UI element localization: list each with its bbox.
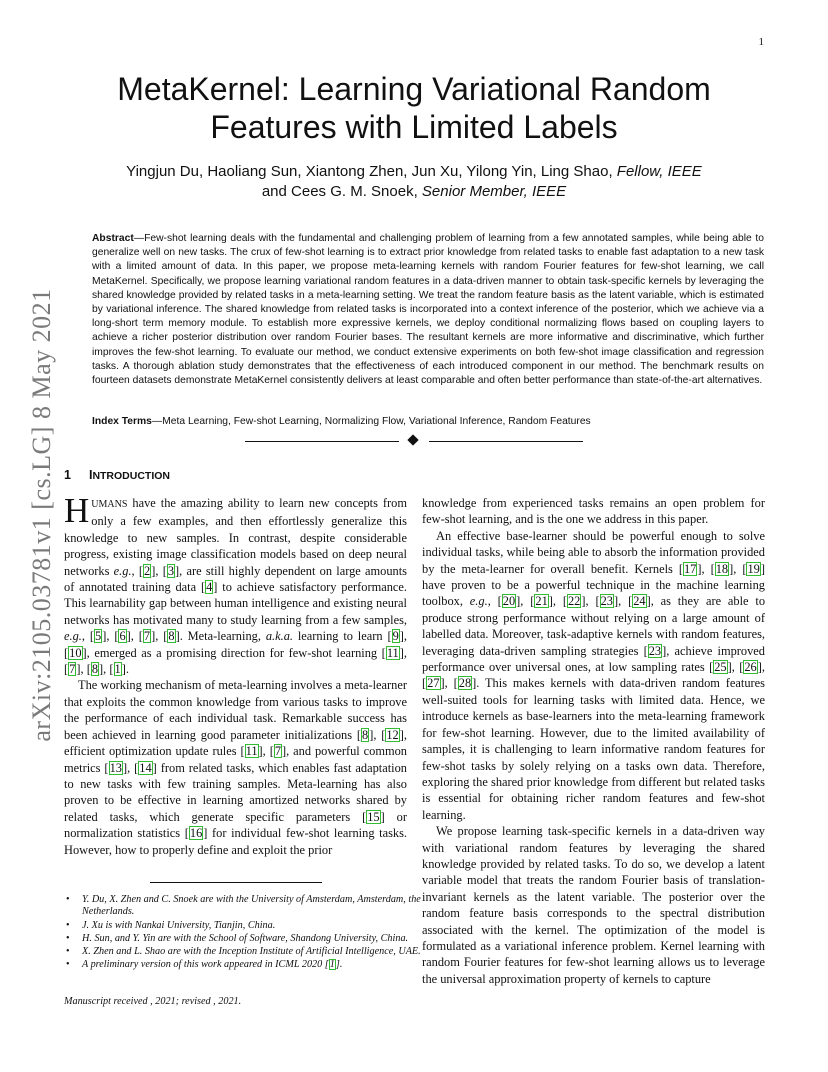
footnote-item: • A preliminary version of this work appeared in ICML 2020 [1]. bbox=[82, 959, 425, 971]
citation-link[interactable]: 12 bbox=[386, 727, 399, 742]
citation-link[interactable]: 7 bbox=[69, 662, 76, 677]
intro-right-paragraph-2 bbox=[422, 528, 765, 823]
author-role-2: Senior Member, IEEE bbox=[421, 183, 567, 200]
divider-line-right bbox=[429, 441, 583, 442]
citation-link[interactable]: 21 bbox=[535, 594, 548, 609]
index-terms-text: —Meta Learning, Few-shot Learning, Normalizing Flow, Variational Inference, Random Features bbox=[151, 416, 591, 427]
smallcaps-start: UMANS bbox=[91, 499, 128, 510]
citation-link[interactable]: 25 bbox=[714, 660, 727, 675]
citation-link[interactable]: 5 bbox=[95, 629, 102, 644]
arxiv-side-stamp bbox=[22, 290, 62, 740]
intro-right-column bbox=[422, 495, 765, 987]
citation-link[interactable]: 27 bbox=[427, 676, 440, 691]
abstract bbox=[92, 232, 764, 388]
manuscript-note: Manuscript received , 2021; revised , 2021. bbox=[64, 996, 242, 1007]
intro-p1-d: learning to learn [9], [10], emerged as a promising direction for few-shot learning [11], [7], [8], [1]. bbox=[64, 629, 408, 677]
author-names-2: and Cees G. M. Snoek, bbox=[261, 183, 418, 200]
intro-p1-b: , [2], [3], are still highly dependent on large amounts of annotated training data [4] to achieve satisfactory performance. This learnability gap between human intelligence and existing neural networks has motivated many to study learning from a few samples, bbox=[64, 563, 408, 627]
intro-left-column bbox=[64, 491, 408, 858]
citation-link[interactable]: 7 bbox=[143, 629, 151, 644]
citation-link[interactable]: 19 bbox=[747, 561, 760, 576]
intro-paragraph-2: The working mechanism of meta-learning involves a meta-learner that exploits the common knowledge from various tasks to improve the performance of each individual task. Remarkable success has been achieved in learning good parameter initializations [8], [12], efficient optimization update rules [11], [7], and powerful common metrics [13], [14] from related tasks, which enables fast adaptation to new tasks with few training samples. Meta-learning has also proven to be effective in learning amortized networks shared by related tasks, which generate specific parameters [15] or normalization statistics [16] for individual few-shot learning tasks. However, how to properly define and exploit the prior bbox=[64, 678, 408, 857]
citation-link[interactable]: 18 bbox=[715, 561, 729, 576]
intro-p1-c: , [5], [6], [7], [8]. Meta-learning, bbox=[81, 629, 266, 644]
section-heading bbox=[64, 468, 170, 482]
intro-p1-eg: e.g. bbox=[113, 563, 132, 578]
citation-link[interactable]: 8 bbox=[91, 662, 99, 677]
section-divider bbox=[240, 434, 588, 448]
section-number: 1 bbox=[64, 468, 71, 482]
footnote-item: • X. Zhen and L. Shao are with the Inception Institute of Artificial Intelligence, UAE. bbox=[82, 946, 425, 958]
citation-link[interactable]: 11 bbox=[386, 645, 399, 660]
abstract-label: Abstract bbox=[92, 233, 134, 244]
intro-p1-aka: a.k.a. bbox=[265, 629, 293, 644]
author-line-2 bbox=[100, 182, 728, 202]
footnote-item: • Y. Du, X. Zhen and C. Snoek are with the University of Amsterdam, Amsterdam, the Netherlands. bbox=[82, 894, 425, 919]
citation-link[interactable]: 23 bbox=[600, 594, 613, 609]
footnote-item: • H. Sun, and Y. Yin are with the School of Software, Shandong University, China. bbox=[82, 933, 425, 945]
index-terms-label: Index Terms bbox=[92, 416, 152, 427]
footnote-rule bbox=[150, 882, 322, 883]
citation-link[interactable]: 3 bbox=[167, 563, 175, 578]
diamond-icon bbox=[407, 434, 418, 445]
abstract-text: —Few-shot learning deals with the fundamental and challenging problem of learning from a few annotated samples, while being able to generalize well on new tasks. The crux of few-shot learning is to extract prior knowledge from related tasks to enable fast adaptation to a new task with a limited amount of data. In this paper, we propose meta-learning kernels with random Fourier features for few-shot learning, we call MetaKernel. Specifically, we propose learning variational random features in a data-driven manner to obtain task-specific kernels by leveraging the shared knowledge provided by related tasks in a meta-learning setting. We treat the random feature basis as the latent variable, which is estimated by variational inference. The shared knowledge from related tasks is incorporated into a context inference of the posterior, which we achieve via a long-short term memory module. To establish more expressive kernels, we deploy conditional normalizing flows based on coupling layers to achieve a richer posterior distribution over random Fourier bases. The resultant kernels are more informative and discriminative, which further improves the few-shot learning. To evaluate our method, we conduct extensive experiments on both few-shot image classification and regression tasks. A thorough ablation study demonstrates that the effectiveness of each introduced component in our method. The benchmark results on fourteen datasets demonstrate MetaKernel consistently delivers at least comparable and often better performance than state-of-the-art alternatives. bbox=[92, 233, 764, 387]
citation-link[interactable]: 16 bbox=[189, 826, 203, 841]
citation-link[interactable]: 28 bbox=[458, 676, 472, 691]
citation-link[interactable]: 1 bbox=[114, 662, 121, 677]
citation-link[interactable]: 15 bbox=[367, 809, 380, 824]
paper-title: MetaKernel: Learning Variational Random Features with Limited Labels bbox=[117, 71, 711, 145]
citation-link[interactable]: 6 bbox=[119, 629, 126, 644]
intro-right-paragraph-1: knowledge from experienced tasks remains an open problem for few-shot learning, and is the one we address in this paper. bbox=[422, 496, 765, 527]
author-role-1: Fellow, IEEE bbox=[616, 163, 702, 180]
page-number: 1 bbox=[758, 36, 764, 48]
citation-link[interactable]: 8 bbox=[168, 629, 175, 644]
intro-right-p2-b: , [20], [21], [22], [23], [24], as they are able to produce strong performance without relying on a large amount of labelled data. Moreover, task-adaptive kernels with random features, leveraging data-driven sampling strategies [23], achieve improved performance over universal ones, at low sampling rates [25], [26], [27], [28]. This makes kernels with data-driven random features well-suited tools for learning tasks with limited data. Hence, we introduce kernels as base-learners into the meta-learning framework for few-shot learning. However, due to the limited availability of samples, it is challenging to learn informative random features for few-shot tasks by solely relying on a tasks own data. Therefore, exploring the shared prior knowledge from different but related tasks is essential for obtaining richer random features and few-shot learning. bbox=[422, 594, 766, 822]
citation-link[interactable]: 22 bbox=[567, 594, 581, 609]
citation-link[interactable]: 2 bbox=[144, 563, 151, 578]
footnotes bbox=[64, 894, 425, 973]
section-title-rest: NTRODUCTION bbox=[92, 470, 171, 482]
intro-paragraph-1 bbox=[64, 491, 408, 677]
intro-right-paragraph-3: We propose learning task-specific kernels in a data-driven way with variational random features by leveraging the shared knowledge provided by related tasks. To do so, we develop a latent variable model that treats the random Fourier basis of translation-invariant kernels as the latent variable. The posterior over the random feature basis corresponds to the spectral distribution associated with the kernel. The optimization of the model is formulated as a variational inference problem. Kernel learning with random Fourier features for few-shot learning allows us to leverage the universal approximation property of kernels to capture bbox=[422, 824, 765, 986]
intro-right-p2-a: An effective base-learner should be powerful enough to solve individual tasks, while being able to absorb the information provided by the meta-learner for overall benefit. Kernels [17], [18], [19] have proven to be a powerful technique in the machine learning toolbox, bbox=[422, 528, 765, 609]
section-title-cap: I bbox=[88, 468, 93, 482]
citation-link[interactable]: 24 bbox=[633, 594, 646, 609]
author-block bbox=[100, 162, 728, 202]
divider-line-left bbox=[245, 441, 399, 442]
citation-link[interactable]: 17 bbox=[683, 561, 697, 576]
footnote-item: • J. Xu is with Nankai University, Tianjin, China. bbox=[82, 920, 425, 932]
author-names-1: Yingjun Du, Haoliang Sun, Xiantong Zhen, Jun Xu, Yilong Yin, Ling Shao, bbox=[126, 163, 613, 180]
citation-link[interactable]: 7 bbox=[274, 744, 282, 759]
citation-link[interactable]: 13 bbox=[109, 760, 122, 775]
author-line-1 bbox=[100, 162, 728, 182]
citation-link[interactable]: 9 bbox=[392, 629, 399, 644]
intro-right-p2-eg: e.g. bbox=[469, 594, 488, 609]
citation-link[interactable]: 20 bbox=[502, 594, 516, 609]
index-terms bbox=[92, 415, 764, 429]
citation-link[interactable]: 1 bbox=[329, 959, 335, 971]
intro-p1-eg2: e.g. bbox=[64, 629, 82, 644]
citation-link[interactable]: 4 bbox=[206, 580, 213, 595]
citation-link[interactable]: 14 bbox=[139, 760, 152, 775]
intro-p1-a: have the amazing ability to learn new concepts from only a few examples, and then effortlessly generalize this knowledge to new samples. In contrast, despite considerable progress, existing image classification models based on deep neural networks bbox=[64, 496, 407, 578]
citation-link[interactable]: 11 bbox=[245, 744, 258, 759]
citation-link[interactable]: 26 bbox=[744, 660, 757, 675]
arxiv-stamp-text: arXiv:2105.03781v1 [cs.LG] 8 May 2021 bbox=[27, 288, 56, 742]
drop-cap: H bbox=[64, 491, 90, 530]
citation-link[interactable]: 8 bbox=[362, 727, 369, 742]
citation-link[interactable]: 23 bbox=[648, 643, 662, 658]
citation-link[interactable]: 10 bbox=[69, 645, 82, 660]
